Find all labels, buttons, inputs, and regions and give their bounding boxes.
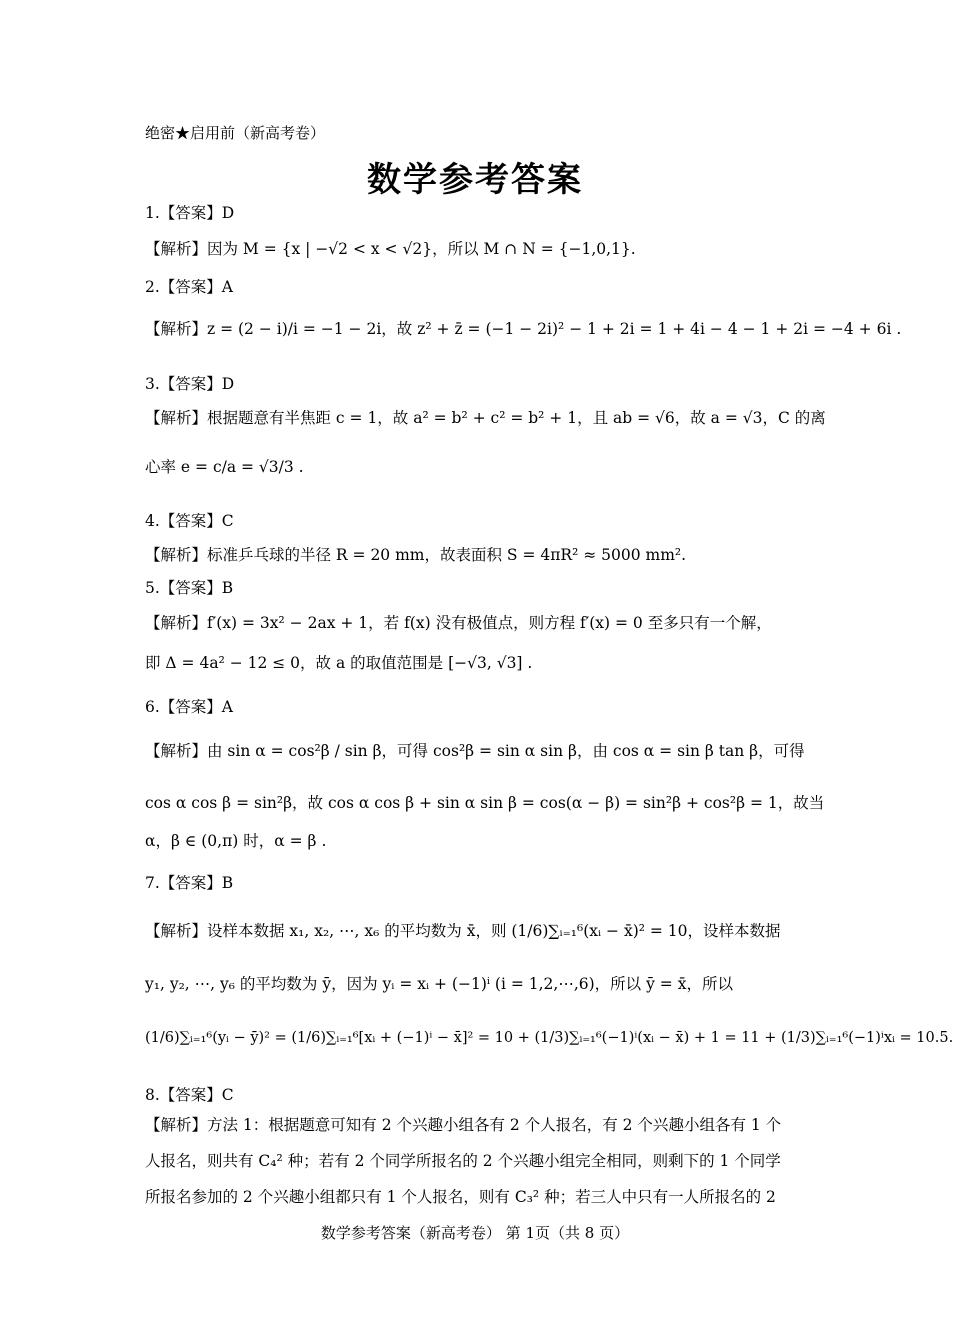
- explanation-line: (1/6)∑ᵢ₌₁⁶(yᵢ − ȳ)² = (1/6)∑ᵢ₌₁⁶[xᵢ + (−1)ⁱ − x̄]² = 10 + (1/3)∑ᵢ₌₁⁶(−1)ⁱ(xᵢ − x̄) + 1 = 11 + (1/3)∑ᵢ₌₁⁶(−1)ⁱxᵢ = 10.5.: [145, 1030, 953, 1046]
- explanation-line: α，β ∈ (0,π) 时，α = β .: [145, 832, 327, 850]
- answer-line: 1.【答案】D: [145, 204, 235, 222]
- page-footer: 数学参考答案（新高考卷） 第 1页（共 8 页）: [320, 1224, 630, 1242]
- explanation-line: cos α cos β = sin²β，故 cos α cos β + sin α sin β = cos(α − β) = sin²β + cos²β = 1，故当: [145, 794, 825, 812]
- answer-line: 6.【答案】A: [145, 698, 233, 716]
- explanation-line: 即 Δ = 4a² − 12 ≤ 0，故 a 的取值范围是 [−√3, √3] .: [145, 654, 533, 672]
- explanation-line: 【解析】方法 1：根据题意可知有 2 个兴趣小组各有 2 个人报名，有 2 个兴趣小组各有 1 个: [145, 1116, 782, 1134]
- answer-line: 2.【答案】A: [145, 278, 233, 296]
- explanation-line: 心率 e = c/a = √3/3 .: [145, 458, 304, 476]
- explanation-line: 【解析】f′(x) = 3x² − 2ax + 1，若 f(x) 没有极值点，则方程 f′(x) = 0 至多只有一个解，: [145, 614, 772, 632]
- explanation-line: 【解析】z = (2 − i)/i = −1 − 2i，故 z² + z̄ = (−1 − 2i)² − 1 + 2i = 1 + 4i − 4 − 1 + 2i = −4 + 6i .: [145, 320, 902, 338]
- answer-line: 7.【答案】B: [145, 874, 234, 892]
- answer-line: 5.【答案】B: [145, 579, 234, 597]
- explanation-line: 【解析】标准乒乓球的半径 R = 20 mm，故表面积 S = 4πR² ≈ 5000 mm².: [145, 546, 687, 564]
- answer-line: 4.【答案】C: [145, 512, 234, 530]
- explanation-line: 所报名参加的 2 个兴趣小组都只有 1 个人报名，则有 C₃² 种；若三人中只有一人所报名的 2: [145, 1188, 776, 1206]
- explanation-line: 人报名，则共有 C₄² 种；若有 2 个同学所报名的 2 个兴趣小组完全相同，则剩下的 1 个同学: [145, 1152, 781, 1170]
- answer-line: 8.【答案】C: [145, 1086, 234, 1104]
- explanation-line: 【解析】根据题意有半焦距 c = 1，故 a² = b² + c² = b² + 1，且 ab = √6，故 a = √3，C 的离: [145, 409, 826, 427]
- explanation-line: 【解析】设样本数据 x₁, x₂, ⋯, x₆ 的平均数为 x̄，则 (1/6)∑ᵢ₌₁⁶(xᵢ − x̄)² = 10，设样本数据: [145, 922, 781, 940]
- explanation-line: 【解析】因为 M = {x | −√2 < x < √2}，所以 M ∩ N = {−1,0,1}.: [145, 240, 636, 258]
- page-title: 数学参考答案: [367, 160, 583, 200]
- explanation-line: y₁, y₂, ⋯, y₆ 的平均数为 ȳ，因为 yᵢ = xᵢ + (−1)ⁱ (i = 1,2,⋯,6)，所以 ȳ = x̄，所以: [145, 975, 733, 993]
- confidential-note: 绝密★启用前（新高考卷）: [145, 124, 326, 142]
- answer-line: 3.【答案】D: [145, 375, 235, 393]
- explanation-line: 【解析】由 sin α = cos²β / sin β，可得 cos²β = sin α sin β，由 cos α = sin β tan β，可得: [145, 742, 805, 760]
